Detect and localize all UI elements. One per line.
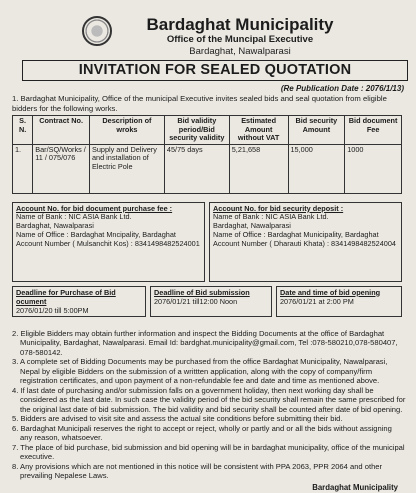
municipality-seal-icon [82,16,112,46]
organization-block [130,15,350,58]
conditions-list [12,329,406,481]
opening-deadline-title: Date and time of bid opening [280,287,381,297]
notice-header [12,6,408,58]
header-sn: S. N. [13,116,33,145]
notice-title: INVITATION FOR SEALED QUOTATION [22,60,408,81]
opening-deadline-value: 2076/01/21 at 2:00 PM [280,296,354,306]
purchase-account-number: Account Number ( Mulsanchit Kos) : 8341498482524001 [16,238,200,248]
cell-description: Supply and Delivery and installation of Electric Pole [89,144,164,193]
bid-table [12,115,402,194]
security-account-number: Account Number ( Dharauti Khata) : 8341498482524004 [213,238,396,248]
submission-deadline-value: 2076/01/21 till12:00 Noon [154,296,238,306]
header-security-amount: Bid security Amount [288,116,345,145]
intro-paragraph: 1. Bardaghat Municipality, Office of the municipal Executive invites sealed bids and seal quotation from eligible bidders for the following works. [12,94,387,113]
cell-document-fee: 1000 [345,144,402,193]
purchase-bank-name: Name of Bank : NIC ASIA Bank Ltd. [16,212,132,222]
cell-estimated-amount: 5,21,658 [229,144,288,193]
opening-deadline [276,286,402,317]
list-item: 7. The place of bid purchase, bid submission and bid opening will be in bardaghat municipality, office of the municipal executive. [12,442,405,461]
purchase-account-title: Account No. for bid document purchase fee : [16,203,173,213]
account-boxes [12,202,402,282]
republication-date: (Re Publication Date : 2076/1/13) [280,84,404,93]
bid-table-header-row [13,116,402,145]
table-row [13,144,402,193]
list-item: 4. If last date of purchasing and/or submission falls on a government holiday, then next working day shall be considered as the last date. In such case the validity period of the bid security shall remain the same prescribed for the original last date of bid submission. The bid validity and bid security shall be counted after date of bid opening. [12,385,406,414]
submission-deadline [150,286,272,317]
purchase-bank-branch: Bardaghat, Nawalparasi [16,221,94,231]
header-contract-no: Contract No. [33,116,90,145]
cell-contract-no: Bar/SQ/Works / 11 / 075/076 [33,144,90,193]
purchase-fee-account [12,202,205,282]
list-item: 2. Eligible Bidders may obtain further information and inspect the Bidding Documents at the office of Bardaghat Municipality, Bardaghat, Nawalparasi. Email Id: bardghat.municipality@gmail.com, Tel :078-580210,078-580407, 078-580142. [12,328,398,357]
security-deposit-account [209,202,402,282]
signature: Bardaghat Municipality [312,482,398,492]
deadline-boxes [12,286,402,317]
header-estimated-amount: Estimated Amount without VAT [229,116,288,145]
security-account-title: Account No. for bid security deposit : [213,203,344,213]
header-description: Description of wroks [89,116,164,145]
header-document-fee: Bid document Fee [345,116,402,145]
cell-validity: 45/75 days [164,144,229,193]
org-office: Office of the Muncipal Executive [166,34,314,45]
org-address: Bardaghat, Nawalparasi [189,46,291,57]
cell-security-amount: 15,000 [288,144,345,193]
purchase-deadline [12,286,146,317]
submission-deadline-title: Deadline of Bid submission [154,287,250,297]
security-bank-branch: Bardaghat, Nawalparasi [213,221,291,231]
purchase-deadline-title: Deadline for Purchase of Bid ocument [16,287,116,306]
security-office-name: Name of Office : Bardaghat Municipality, Bardaghat [213,229,379,239]
purchase-office-name: Name of Office : Bardaghat Mncipality, Bardaghat [16,229,176,239]
list-item: 3. A complete set of Bidding Documents may be purchased from the office Bardaghat Municipality, Nawalparasi, Nepal by eligible Bidders on the submission of a writtten application, along with the copy of company/firm registration certificates, and upon payment of a non-refundable fee and date and time as mentioned above. [12,357,388,385]
security-bank-name: Name of Bank : NIC ASIA Bank Ltd. [213,212,329,222]
purchase-deadline-value: 2076/01/20 till 5:00PM [16,305,89,315]
org-name: Bardaghat Municipality [146,15,334,34]
list-item: 8. Any provisions which are not mentioned in this notice will be consistent with PPA 2063, PPR 2064 and other prevailing Nepalese Laws. [12,461,383,480]
header-validity: Bid validity period/Bid security validity [164,116,229,145]
cell-sn: 1. [13,144,33,193]
list-item: 5. Bidders are advised to visit site and assess the actual site conditions before submitting their bid. [12,414,343,423]
list-item: 6. Bardaghat Municipali reserves the right to accept or reject, wholly or partly and or all the bids without assigning any reason, whatsoever. [12,423,392,442]
